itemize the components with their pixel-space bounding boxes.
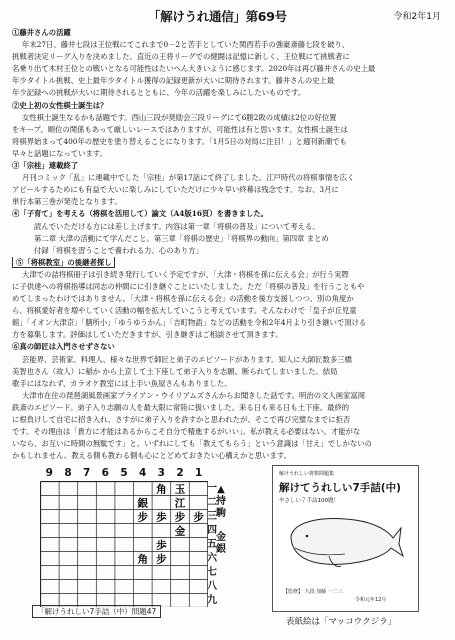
cover-caption: 表紙絵は「マッコウクジラ」 xyxy=(286,617,397,627)
body-line: です。その理由は「貴方に才能はあるからこそ自分で精進するがいい」。私が教える必要はない。才能がな xyxy=(12,427,361,437)
body-line: 挑戦者決定リーグ入りを決めました。直近の王将リーグでの健闘は記憶に新しく、王位戦にて挑戦者に xyxy=(12,52,350,62)
file-label: 7 xyxy=(82,467,91,479)
article-body xyxy=(12,27,443,462)
file-label: 2 xyxy=(176,467,184,479)
book-cover xyxy=(272,465,419,612)
body-line: 名乗り出て木村王位との戦いとなる可能性はたいへん大きいように感じます。2020年は再び藤井さんの史上最 xyxy=(12,64,376,74)
body-line: めてしまったわけではありません。「大津・将棋を孫に伝える会」の活動を後方支援しつつ、別の角度か xyxy=(12,294,354,304)
section-heading: ⑥真の師匠は入門させずさない xyxy=(12,342,115,352)
shogi-piece: 步 xyxy=(174,511,186,524)
body-line: 大津市在住の琵琶湖風景画家ブライアン・ウイリアムズさんからお聞きした話です。明治の文人画家富岡 xyxy=(22,390,366,400)
body-line: 年末27日、藤井七段は王位戦にてこれまで0－2と苦手としていた関西若手の強豪斎藤七段を破り、 xyxy=(22,40,350,50)
shogi-piece: 步 xyxy=(156,553,167,566)
sperm-whale-illustration xyxy=(285,506,405,578)
body-line: アピールするためにも有益で大いに楽しみにしていただけに少々早い終幕は残念です。なお、3月に xyxy=(12,185,339,195)
problem-caption: 「解けうれしい7手詰（中）問題47 xyxy=(32,605,161,618)
section-heading: ②史上初の女性棋士誕生は？ xyxy=(12,100,108,110)
body-line: 美智也さん（故人）に稲か から上京して土下座して弟子入りを志願、断られてしまいました。結局 xyxy=(12,366,338,376)
shogi-piece: 歩 xyxy=(156,539,167,552)
body-line: ら、将棋愛好者を増やしていく活動の幅を拡大していこうと考えています。そんなわけで「皇子が丘児童 xyxy=(12,306,357,316)
body-line: 年少記録への挑戦が大いに期待されるとともに、今年の活躍を楽しみにしたいものです。 xyxy=(12,88,306,98)
body-line: 年少タイトル挑戦、史上最年少タイトル獲得の記録更新が大いに期待されます。藤井さんの史上最 xyxy=(12,76,335,86)
body-line: に根負けして自宅に招き入れ、さすがに弟子入りを許すかと思われたが、そこで再び完璧なまでに拒否 xyxy=(12,415,351,424)
shogi-piece: 金 xyxy=(174,525,186,538)
body-line: 将棋界始まって400年の歴史を塗り替えることになります。「1月5日の対局に注目！」と週刊新潮でも xyxy=(12,136,347,146)
shogi-piece: 步 xyxy=(137,511,149,524)
issue-date: 令和2年1月 xyxy=(393,12,441,22)
body-line: 館」「イオン大津京」「膳所小」「ゆうゆうかん」「吉町物語」などの活動を令和2年4月より引き継いで頂ける xyxy=(12,318,367,328)
file-label: 6 xyxy=(101,467,109,479)
body-line: 女性棋士誕生なるかも話題です。西山三段が奨励会三段リーグにて6勝2敗の成績は2位の好位置 xyxy=(22,112,337,122)
cover-title: 解けてうれしい7手詰(中) xyxy=(279,482,401,494)
shogi-piece: 角 xyxy=(137,553,149,566)
file-label: 5 xyxy=(120,467,128,479)
cover-author: 【監修】 九段 加藤 一二三 xyxy=(283,589,343,595)
cover-series: 解けうれしい将棋問題集 xyxy=(279,471,335,477)
pieces-in-hand xyxy=(214,484,228,556)
body-line: 単行本第三巻が発売となります。 xyxy=(12,197,122,207)
section-heading: ④「子育て」を考える（将棋を活用して）論文（A4版16頁）を書きました。 xyxy=(12,209,269,219)
shogi-piece: 步 xyxy=(193,511,204,524)
rank-label: 五 xyxy=(207,539,217,550)
body-line: 方を募集します。評価はしていただきますが、引き継ぎはご相談させて頂きます。 xyxy=(12,330,283,340)
shogi-piece: 銀 xyxy=(137,497,149,510)
pieces-in-hand-char: ▲ xyxy=(217,484,225,495)
body-line: 鉄斎のエピソード。弟子入り志願の人を最大限に常陸に扱いました。来る日も来る日も土下座。最終的 xyxy=(12,402,350,412)
body-line: いなら、お互いに時間の無駄です」と。いずれにしても「教えてもらう」という意識は「甘え」でしかないの xyxy=(12,439,372,449)
body-line: 付録「将棋を習うことで養われる力、心のあり方」 xyxy=(34,245,203,255)
pieces-in-hand-char: 駒 xyxy=(216,508,226,519)
file-label: 1 xyxy=(195,467,203,479)
shogi-piece: 歩 xyxy=(156,511,167,524)
file-label: 4 xyxy=(139,467,147,479)
body-line: 早々と話題になっています。 xyxy=(12,148,107,158)
shogi-board xyxy=(40,481,208,607)
pieces-in-hand-char: 銀 xyxy=(216,544,226,555)
body-line: 第二章 大津の活動にて学んだこと。第三章「将棋の歴史」「将棋界の動向」第四章 まとめ xyxy=(34,233,329,243)
section-heading: ⑤「将棋教室」の後継者探し xyxy=(12,257,443,269)
body-line: 読んでいただける方には差し上げます。内容は第一章「将棋の普及」について考える。 xyxy=(34,221,320,231)
body-line: 歌手にはなれず、カラオケ教室には上手い魚屋さんもありました。 xyxy=(12,378,232,388)
rank-label: 八 xyxy=(207,581,217,592)
shogi-piece: 角 xyxy=(156,483,167,496)
file-label: 9 xyxy=(45,467,53,479)
cover-publish-date: 令和元年12月 xyxy=(355,597,387,603)
section-heading: ①藤井さんの活躍 xyxy=(12,28,71,37)
rank-label: 六 xyxy=(207,553,217,564)
cover-subtitle: やさしい７手詰100題！ xyxy=(279,498,339,504)
file-label: 8 xyxy=(64,467,72,479)
shogi-piece: 江 xyxy=(174,497,186,510)
body-line: かもしれません。教える側も教わる側も心にとどめておきたい心構えかと思います。 xyxy=(12,451,291,461)
rank-label: 七 xyxy=(207,567,217,578)
body-line: 芸能界、芸術家、料理人、様々な世界で師匠と弟子のエピソードがあります。知人に大師匠数多三橋 xyxy=(22,354,352,364)
body-line: 月刊コミック「乱」に連載中でした「宗桂」が第17話にて終了しました。江戸時代の将棋事情を広く xyxy=(22,173,355,183)
section-heading: ③「宗桂」連載終了 xyxy=(12,161,79,171)
pieces-in-hand-char: 金 xyxy=(216,532,226,543)
body-line: 大津での詰将棋冊子は引き続き発行していく予定ですが、「大津・将棋を孫に伝える会」が行う実際 xyxy=(22,269,349,279)
rank-label: 一 xyxy=(207,483,217,494)
pieces-in-hand-char xyxy=(214,520,228,532)
file-label: 3 xyxy=(157,467,165,479)
rank-label: 二 xyxy=(207,497,217,508)
rank-label: 三 xyxy=(207,511,217,522)
body-line: に子供達への将棋指導は同志の仲間にに引き継ぐことにいたしました。ただ「将棋の普及」を行うこともや xyxy=(12,281,365,291)
pieces-in-hand-char: 持 xyxy=(216,496,226,507)
page-title: 「解けうれ通信」第69号 xyxy=(148,9,287,24)
shogi-piece: 玉 xyxy=(174,483,186,496)
rank-label: 九 xyxy=(207,595,217,606)
board-file-labels xyxy=(40,467,208,479)
rank-label: 四 xyxy=(207,525,217,536)
body-line: をキープ。順位の関係もあって厳しいレースではありますが、可能性は有と思います。女性棋士誕生は xyxy=(12,124,348,134)
